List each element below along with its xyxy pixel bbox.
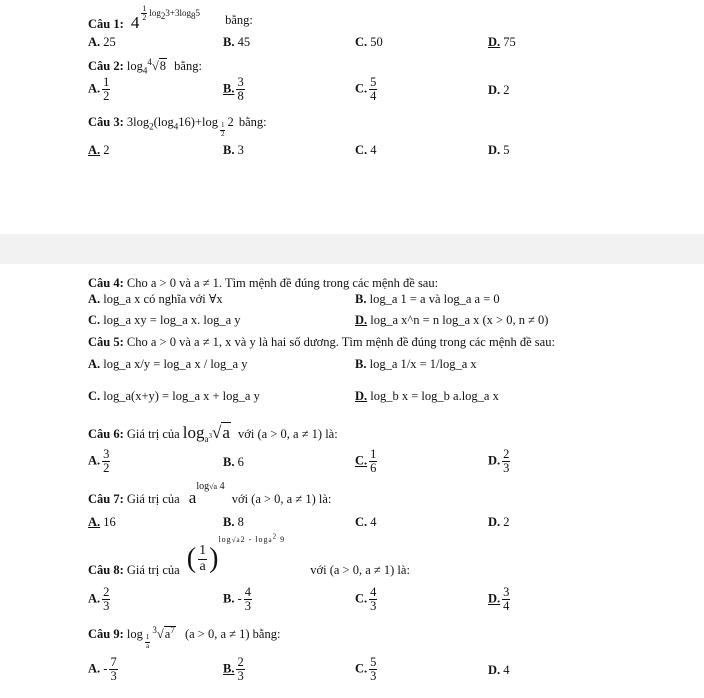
option-c[interactable]: C. $\frac{5}{4}$ [355, 75, 377, 104]
math-base: 4 [130, 13, 140, 32]
question-label: Câu 9: [88, 627, 124, 642]
page-2 [0, 264, 704, 698]
question-label: Câu 4: [88, 276, 124, 290]
option-b[interactable]: B. 3 [223, 143, 244, 157]
question-label: Câu 3: [88, 115, 124, 129]
option-b[interactable]: B. $\frac{2}{3}$ [223, 655, 244, 684]
question-2 [88, 58, 202, 76]
question-tail: bằng: [174, 59, 202, 74]
option-b[interactable]: B. 45 [223, 35, 251, 49]
option-c[interactable]: C. log_a xy = log_a x. log_a y [88, 313, 241, 327]
question-1 [88, 4, 253, 35]
question-5 [88, 336, 555, 349]
option-b[interactable]: B. 6 [223, 455, 244, 469]
question-stem-tail: (a > 0, a ≠ 1) bằng: [184, 627, 281, 642]
option-d[interactable]: D. log_a x^n = n log_a x (x > 0, n ≠ 0) [355, 313, 549, 327]
question-4 [88, 277, 438, 290]
option-c[interactable]: C. $\frac{4}{3}$ [355, 585, 377, 614]
option-a[interactable]: A. 2 [88, 143, 110, 157]
math-expression: $a^{log√a 4}$ [188, 481, 225, 507]
question-label: Câu 5: [88, 335, 124, 349]
question-label: Câu 6: [88, 427, 124, 441]
option-c[interactable]: C. log_a(x+y) = log_a x + log_a y [88, 389, 260, 403]
question-label: Câu 1: [88, 17, 124, 31]
option-c[interactable]: C. $\frac{1}{6}$ [355, 447, 377, 476]
option-b[interactable]: B. $\frac{3}{8}$ [223, 75, 244, 104]
option-b[interactable]: B. - $\frac{4}{3}$ [223, 585, 252, 614]
question-tail: bằng: [238, 115, 267, 129]
option-d[interactable]: D. $\frac{3}{4}$ [488, 585, 510, 614]
option-a[interactable]: A. log_a x/y = log_a x / log_a y [88, 357, 248, 371]
option-a[interactable]: A. 25 [88, 35, 116, 49]
question-label: Câu 2: [88, 59, 124, 74]
option-a[interactable]: A. $\frac{1}{2}$ [88, 75, 110, 104]
question-3 [88, 115, 267, 138]
question-7 [88, 481, 332, 507]
option-a[interactable]: A. - $\frac{7}{3}$ [88, 655, 117, 684]
math-exponent: 1 2 log23+3log85 [142, 4, 200, 23]
question-stem-tail: với (a > 0, a ≠ 1) là: [238, 427, 338, 441]
option-c[interactable]: C. $\frac{5}{3}$ [355, 655, 377, 684]
option-d[interactable]: D. 2 [488, 515, 510, 529]
question-stem: Giá trị của [126, 492, 180, 506]
option-d[interactable]: D. 4 [488, 663, 510, 677]
option-b[interactable]: B. log_a 1/x = 1/log_a x [355, 357, 477, 371]
option-d[interactable]: D. 5 [488, 143, 510, 157]
math-expression: $\log_{a^3}√a$ [182, 423, 230, 445]
question-8 [88, 532, 410, 578]
math-expression: log $_{\frac{1}{a}}$ $^3√a^7$ [126, 625, 175, 650]
question-stem: Giá trị của [126, 427, 180, 441]
question-label: Câu 8: [88, 563, 124, 578]
page-gap [0, 234, 704, 264]
option-a[interactable]: A. $\frac{3}{2}$ [88, 447, 110, 476]
question-stem: Cho a > 0 và a ≠ 1. Tìm mệnh đề đúng trong các mệnh đề sau: [126, 276, 439, 290]
option-a[interactable]: A. $\frac{2}{3}$ [88, 585, 110, 614]
math-expression: $\log_4^4√8$ [126, 57, 167, 76]
option-d[interactable]: D. log_b x = log_b a.log_a x [355, 389, 499, 403]
option-d[interactable]: D. $\frac{2}{3}$ [488, 447, 510, 476]
option-b[interactable]: B. 8 [223, 515, 244, 529]
question-stem-tail: với (a > 0, a ≠ 1) là: [310, 563, 410, 578]
option-c[interactable]: C. 4 [355, 515, 377, 529]
question-tail: bằng: [225, 13, 253, 27]
option-c[interactable]: C. 4 [355, 143, 377, 157]
question-9 [88, 625, 281, 650]
question-stem: Giá trị của [126, 563, 180, 578]
math-expression: ( $\frac{1}{a}$ )$^{log√a2 - loga2 9}$ [186, 532, 286, 575]
question-stem-tail: với (a > 0, a ≠ 1) là: [231, 492, 332, 506]
option-d[interactable]: D. 75 [488, 35, 516, 49]
math-expression: $3\log_2(\log_416)+\log$ $_{\frac{1}{2}}$ 2 [126, 115, 234, 138]
option-c[interactable]: C. 50 [355, 35, 383, 49]
question-6 [88, 424, 338, 444]
option-b[interactable]: B. log_a 1 = a và log_a a = 0 [355, 292, 500, 306]
question-label: Câu 7: [88, 492, 124, 506]
page-1 [0, 0, 704, 234]
question-stem: Cho a > 0 và a ≠ 1, x và y là hai số dương. Tìm mệnh đề đúng trong các mệnh đề sau: [126, 335, 555, 349]
option-d[interactable]: D. 2 [488, 83, 510, 97]
option-a[interactable]: A. 16 [88, 515, 116, 529]
option-a[interactable]: A. log_a x có nghĩa với ∀x [88, 292, 223, 306]
